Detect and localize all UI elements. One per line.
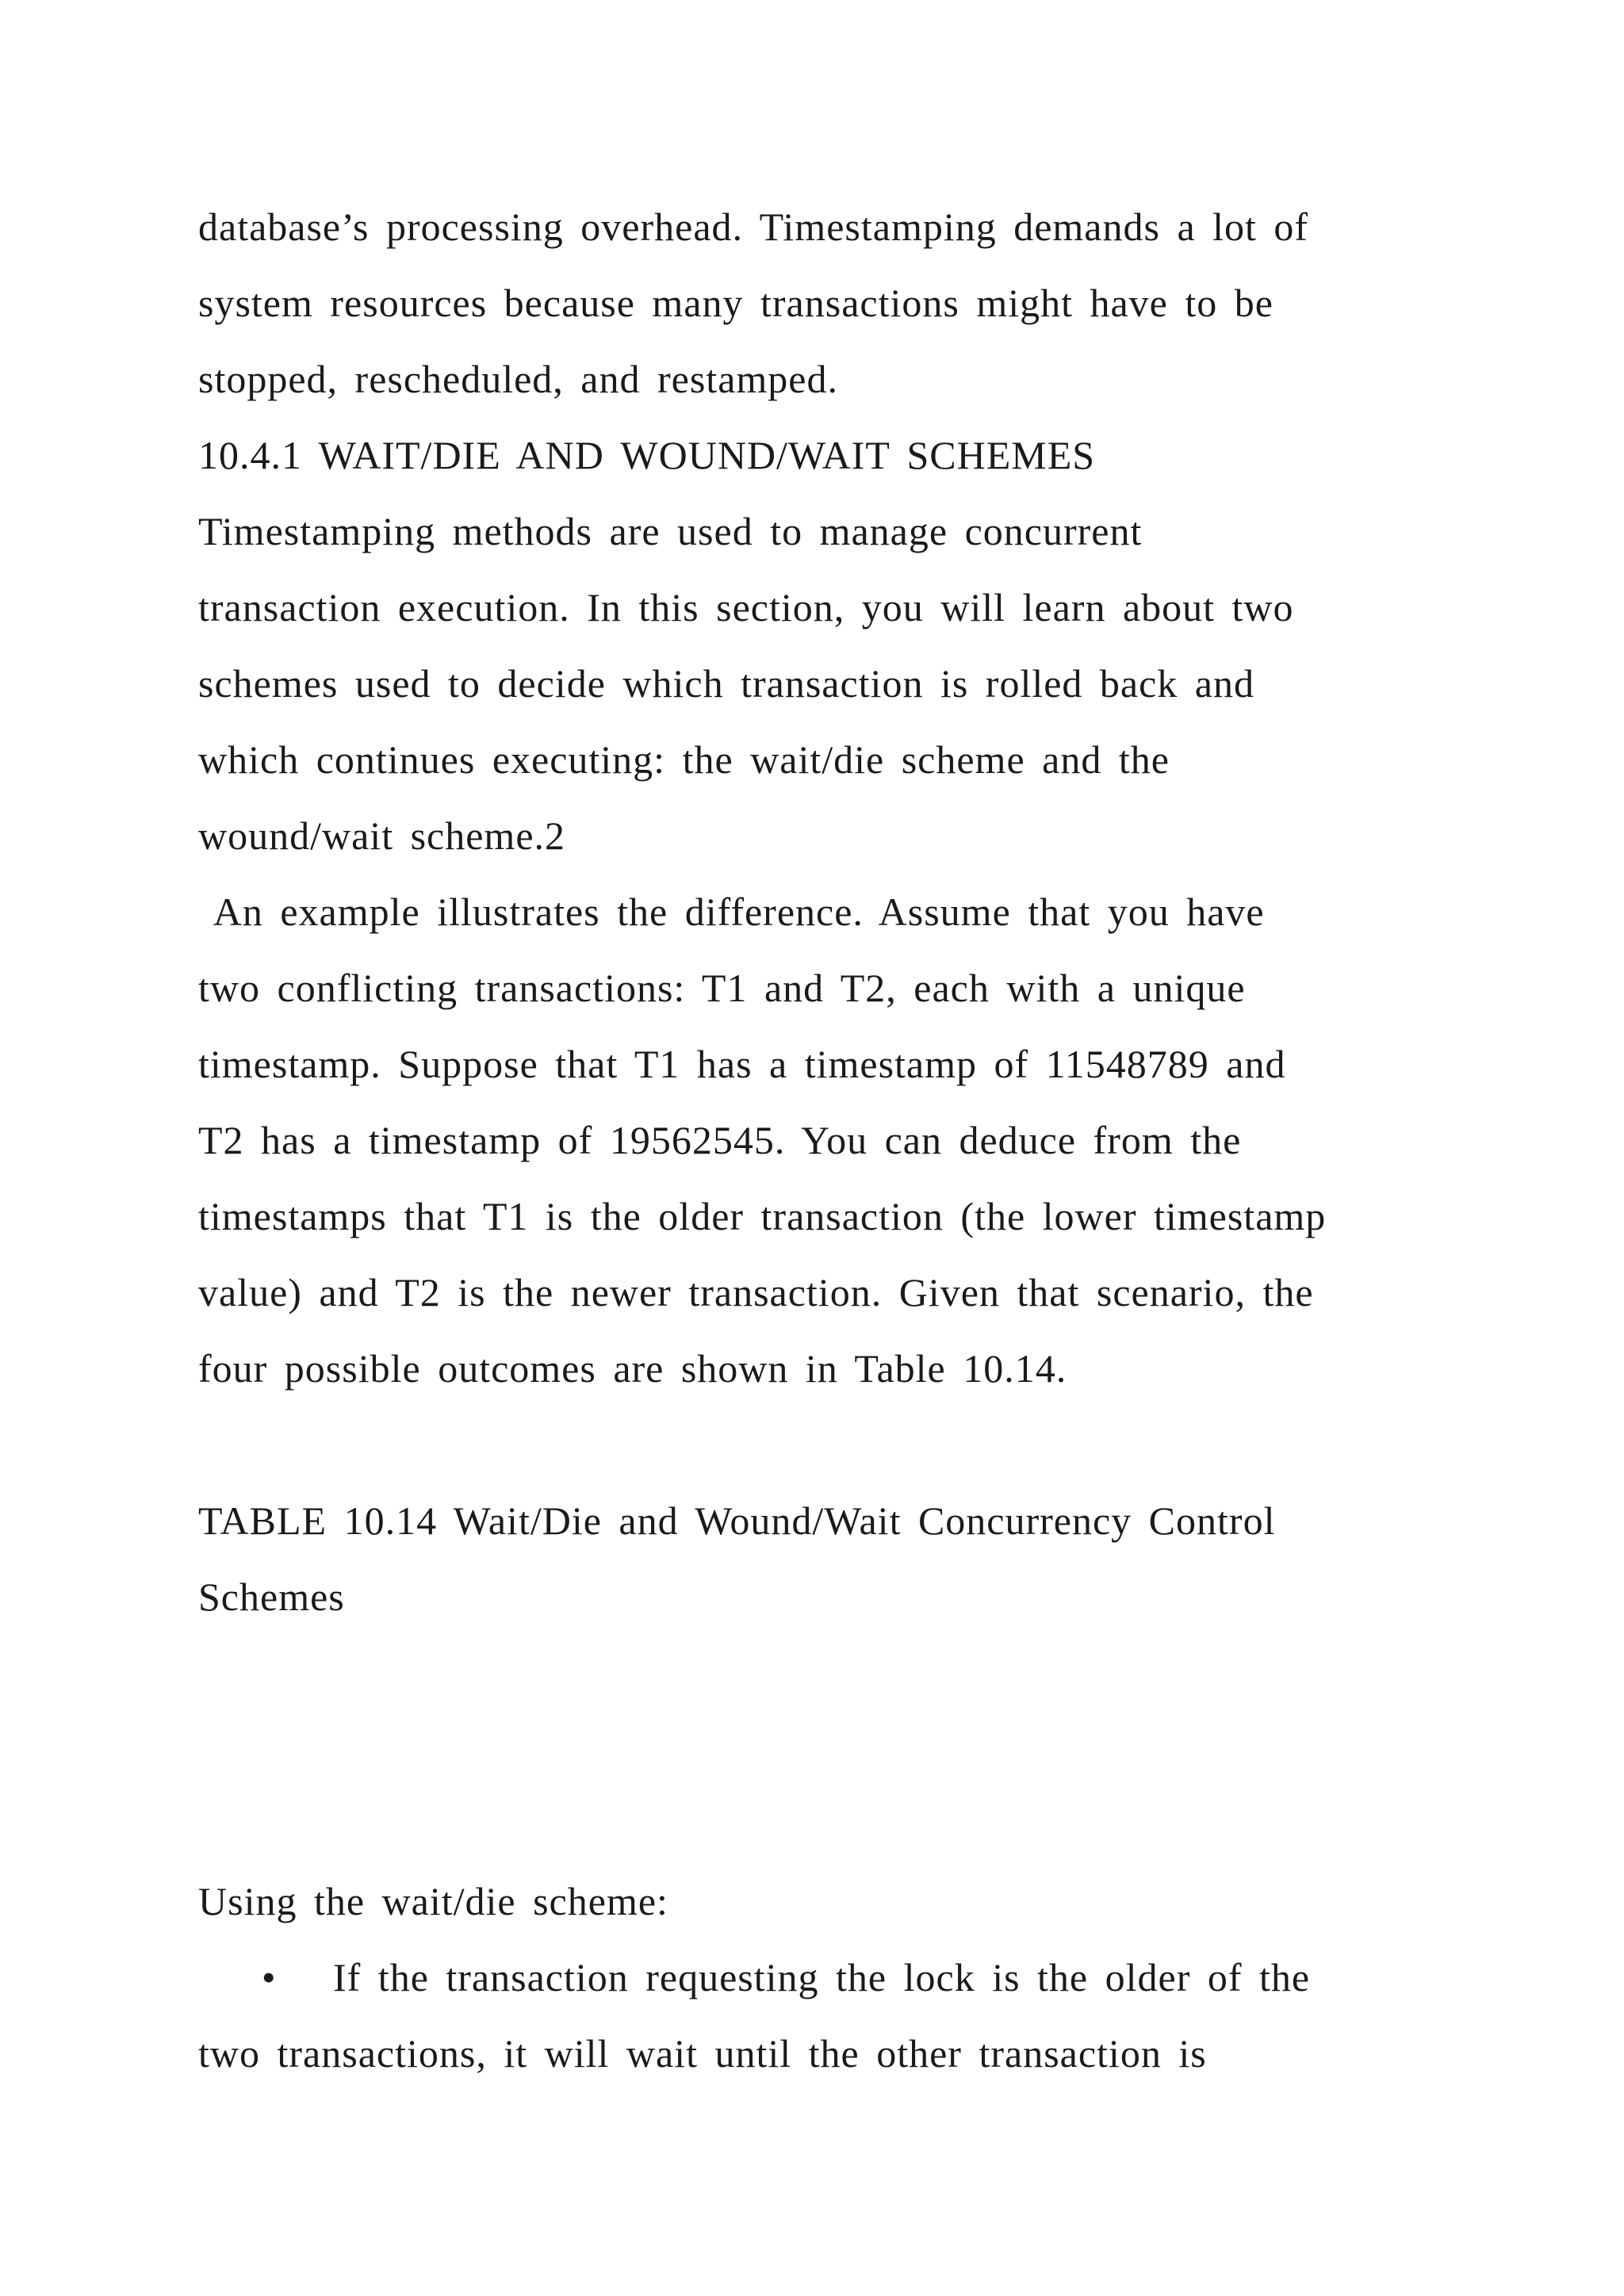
text-line: value) and T2 is the newer transaction. Given that scenario, the: [198, 1270, 1314, 1314]
paragraph-processing-overhead: [198, 189, 1451, 417]
bullet-continuation: two transactions, it will wait until the other transaction is: [198, 2031, 1207, 2076]
text-line: two conflicting transactions: T1 and T2, each with a unique: [198, 966, 1246, 1010]
section-heading: 10.4.1 WAIT/DIE AND WOUND/WAIT SCHEMES: [198, 433, 1096, 477]
text-line: which continues executing: the wait/die scheme and the: [198, 737, 1170, 782]
paragraph-example: [198, 874, 1451, 1406]
text-line: four possible outcomes are shown in Table 10.14.: [198, 1346, 1067, 1391]
text-line: wound/wait scheme.2: [198, 813, 566, 858]
bullet-item: [198, 1939, 1451, 2015]
bullet-list: [198, 1939, 1451, 2091]
text-line: An example illustrates the difference. Assume that you have: [198, 890, 1265, 934]
table-caption: [198, 1483, 1451, 1635]
paragraph-timestamping-methods: [198, 493, 1451, 874]
text-line: transaction execution. In this section, you will learn about two: [198, 585, 1294, 629]
text-line: database’s processing overhead. Timestamping demands a lot of: [198, 205, 1309, 249]
document-page: [198, 189, 1451, 2091]
table-caption-line: TABLE 10.14 Wait/Die and Wound/Wait Concurrency Control: [198, 1498, 1276, 1543]
text-line: system resources because many transactions might have to be: [198, 281, 1274, 325]
table-caption-line: Schemes: [198, 1575, 345, 1619]
bullet-text: If the transaction requesting the lock is the older of the: [333, 1955, 1311, 1999]
blank-spacer: [198, 1406, 1451, 1483]
text-line: stopped, rescheduled, and restamped.: [198, 357, 838, 401]
text-line: T2 has a timestamp of 19562545. You can deduce from the: [198, 1118, 1242, 1162]
wait-die-intro: Using the wait/die scheme:: [198, 1879, 668, 1923]
text-line: Timestamping methods are used to manage concurrent: [198, 509, 1143, 553]
table-placeholder-space: [198, 1635, 1451, 1863]
text-line: schemes used to decide which transaction is rolled back and: [198, 661, 1255, 706]
bullet-icon: •: [262, 1955, 277, 1999]
text-line: timestamps that T1 is the older transaction (the lower timestamp: [198, 1194, 1327, 1238]
text-line: timestamp. Suppose that T1 has a timestamp of 11548789 and: [198, 1042, 1286, 1086]
